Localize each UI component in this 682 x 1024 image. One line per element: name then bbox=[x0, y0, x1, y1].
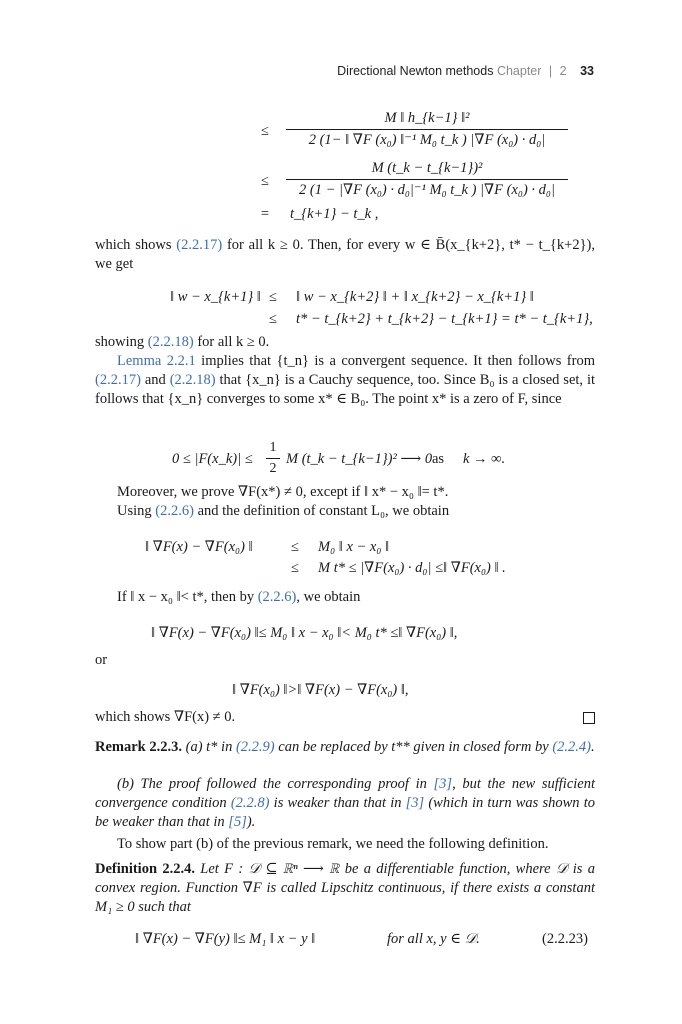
eq3-numerator: 1 bbox=[269, 440, 277, 455]
eq6: ‖ ∇F(x₀) ‖>‖ ∇F(x) − ∇F(x₀) ‖, bbox=[232, 682, 409, 698]
lemma-link-2-2-1[interactable]: Lemma 2.2.1 bbox=[117, 353, 196, 369]
or-text: or bbox=[95, 652, 108, 668]
equation-link-2-2-6[interactable]: (2.2.6) bbox=[257, 589, 297, 605]
fraction-bar bbox=[266, 458, 280, 459]
eq2-lhs: ‖ w − x_{k+1} ‖ bbox=[170, 289, 261, 305]
header-chapter-number: 2 bbox=[559, 64, 567, 78]
eq3-fraction bbox=[266, 440, 280, 477]
paragraph-2 bbox=[95, 333, 595, 352]
paragraph-7: To show part (b) of the previous remark, we need the following definition. bbox=[117, 836, 549, 852]
header-separator: | bbox=[548, 64, 553, 78]
text-span: ). bbox=[246, 814, 256, 830]
remark-2-2-3 bbox=[95, 738, 595, 757]
eq7: ‖ ∇F(x) − ∇F(y) ‖≤ M₁ ‖ x − y ‖ bbox=[135, 931, 316, 947]
text-span: that {x_n} is a Cauchy sequence, too. Since B₀ is a closed set, it follows that {x_n} converges to some x* ∈ B₀. The point x* is a zero of F, since bbox=[95, 372, 595, 407]
remark-part-b bbox=[95, 775, 595, 832]
definition-2-2-4 bbox=[95, 860, 595, 917]
text-span: . bbox=[591, 739, 595, 755]
text-span: (b) The proof followed the corresponding proof in bbox=[117, 776, 434, 792]
equation-link-2-2-9[interactable]: (2.2.9) bbox=[235, 739, 275, 755]
text-span: which shows bbox=[95, 237, 177, 253]
equation-link-2-2-17[interactable]: (2.2.17) bbox=[176, 237, 223, 253]
eq1-relation-3: = bbox=[260, 206, 270, 222]
text-span: (a) t* in bbox=[182, 739, 236, 755]
eq7-condition: for all x, y ∈ 𝒟. bbox=[387, 931, 480, 947]
fraction-bar bbox=[286, 179, 568, 180]
text-span: and the definition of constant L₀, we obtain bbox=[193, 503, 450, 519]
text-span: can be replaced by t** given in closed form by bbox=[274, 739, 553, 755]
equation-link-2-2-6[interactable]: (2.2.6) bbox=[155, 503, 194, 519]
eq3-denominator: 2 bbox=[269, 461, 277, 476]
eq4-rhs-2: M t* ≤ |∇F(x₀) · d₀| ≤‖ ∇F(x₀) ‖ . bbox=[318, 560, 506, 576]
eq2-rhs-1: ‖ w − x_{k+2} ‖ + ‖ x_{k+2} − x_{k+1} ‖ bbox=[296, 289, 534, 305]
remark-label: Remark 2.2.3. bbox=[95, 739, 182, 755]
citation-link-3[interactable]: [3] bbox=[433, 776, 453, 792]
text-span: and bbox=[140, 372, 170, 388]
citation-link-3[interactable]: [3] bbox=[405, 795, 425, 811]
text-span: If ‖ x − x₀ ‖< t*, then by bbox=[117, 589, 258, 605]
text-span: (which in turn was shown to be weaker than that in bbox=[95, 795, 595, 830]
eq5: ‖ ∇F(x) − ∇F(x₀) ‖≤ M₀ ‖ x − x₀ ‖< M₀ t* ≤‖ ∇F(x₀) ‖, bbox=[151, 625, 458, 641]
text-span: , we obtain bbox=[296, 589, 361, 605]
fraction-bar bbox=[286, 129, 568, 130]
eq2-rhs-2: t* − t_{k+2} + t_{k+2} − t_{k+1} = t* − t_{k+1}, bbox=[296, 311, 593, 327]
header-title: Directional Newton methods bbox=[337, 64, 494, 78]
eq1-fraction-1 bbox=[286, 110, 568, 149]
equation-number-2-2-23: (2.2.23) bbox=[542, 931, 588, 947]
equation-link-2-2-17[interactable]: (2.2.17) bbox=[95, 372, 141, 388]
eq2-relation-2: ≤ bbox=[269, 311, 277, 327]
text-span: implies that {t_n} is a convergent sequence. It then follows from bbox=[195, 353, 595, 369]
text-span: is weaker than that in bbox=[269, 795, 406, 811]
paragraph-4-line-1: Moreover, we prove ∇F(x*) ≠ 0, except if ‖ x* − x₀ ‖= t*. bbox=[117, 484, 449, 500]
eq2-relation-1: ≤ bbox=[269, 289, 277, 305]
eq1-denominator-1: 2 (1− ‖ ∇F (x₀) ‖⁻¹ M₀ t_k ) |∇F (x₀) · d₀| bbox=[308, 132, 546, 148]
header-chapter-label: Chapter bbox=[496, 64, 542, 78]
equation-link-2-2-8[interactable]: (2.2.8) bbox=[230, 795, 270, 811]
eq4-relation-2: ≤ bbox=[291, 560, 299, 576]
eq1-fraction-2 bbox=[286, 160, 568, 199]
equation-link-2-2-18[interactable]: (2.2.18) bbox=[147, 334, 194, 350]
paragraph-4-line-2 bbox=[117, 503, 449, 520]
eq1-rhs-3: t_{k+1} − t_k , bbox=[290, 206, 379, 222]
eq1-numerator-2: M (t_k − t_{k−1})² bbox=[371, 160, 483, 176]
text-span: for all k ≥ 0. bbox=[193, 334, 270, 350]
definition-text: Let F : 𝒟 ⊆ ℝⁿ ⟶ ℝ be a differentiable function, where 𝒟 is a convex region. Function ∇F is called Lipschitz continuous, if there exists a constant M₁ ≥ 0 such that bbox=[95, 861, 596, 915]
eq1-numerator-1: M ‖ h_{k−1} ‖² bbox=[384, 110, 470, 126]
paragraph-6: which shows ∇F(x) ≠ 0. bbox=[95, 709, 236, 725]
eq4-rhs-1: M₀ ‖ x − x₀ ‖ bbox=[318, 539, 390, 555]
paragraph-1 bbox=[95, 236, 595, 274]
eq3-limit: k → ∞. bbox=[463, 451, 506, 467]
paragraph-5 bbox=[117, 589, 360, 606]
text-span: , but the new sufficient convergence condition bbox=[95, 776, 595, 811]
equation-link-2-2-18[interactable]: (2.2.18) bbox=[169, 372, 216, 388]
equation-link-2-2-4[interactable]: (2.2.4) bbox=[552, 739, 592, 755]
eq4-relation-1: ≤ bbox=[291, 539, 299, 555]
paragraph-3 bbox=[95, 352, 595, 409]
qed-square-icon bbox=[583, 712, 595, 724]
eq1-denominator-2: 2 (1 − |∇F (x₀) · d₀|⁻¹ M₀ t_k ) |∇F (x₀) · d₀| bbox=[299, 182, 555, 198]
text-span: Using bbox=[117, 503, 156, 519]
running-header bbox=[337, 64, 594, 78]
page-number: 33 bbox=[580, 64, 594, 78]
text-span: for all k ≥ 0. Then, for every w ∈ B̄(x_{k+2}, t* − t_{k+2}), we get bbox=[95, 237, 595, 272]
eq3-left: 0 ≤ |F(x_k)| ≤ bbox=[172, 451, 253, 467]
text-span: showing bbox=[95, 334, 148, 350]
eq3-as: as bbox=[432, 451, 445, 467]
definition-label: Definition 2.2.4. bbox=[95, 861, 195, 877]
eq4-lhs: ‖ ∇F(x) − ∇F(x₀) ‖ bbox=[145, 539, 253, 555]
eq1-relation-2: ≤ bbox=[261, 173, 269, 189]
citation-link-5[interactable]: [5] bbox=[228, 814, 247, 830]
eq3-right: M (t_k − t_{k−1})² ⟶ 0 bbox=[286, 451, 433, 467]
eq1-relation-1: ≤ bbox=[261, 123, 269, 139]
